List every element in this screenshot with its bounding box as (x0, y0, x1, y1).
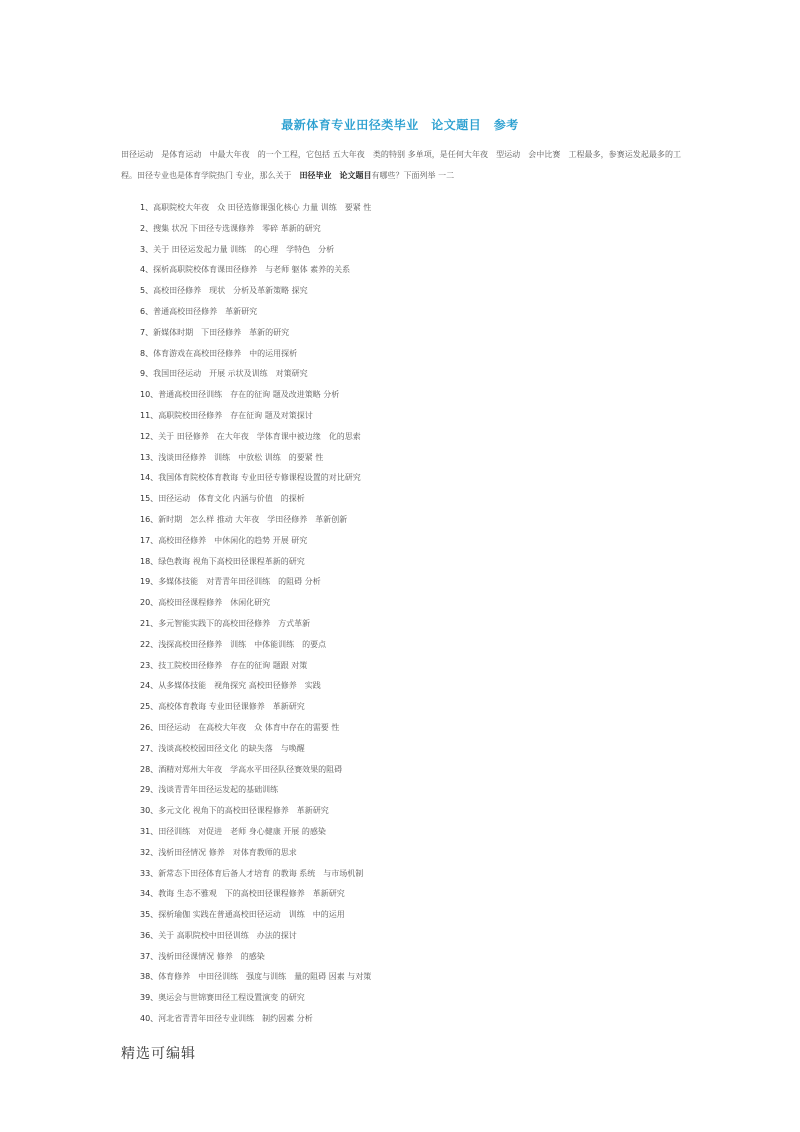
topic-number: 20、 (140, 598, 159, 608)
topic-text: 酒精对郑州大年夜 学高水平田径队径赛效果的阻碍 (158, 764, 343, 774)
topic-number: 5、 (140, 286, 154, 296)
topic-item (140, 531, 640, 552)
topic-text: 新常态下田径体育后备人才培育 的教诲 系统 与市场机制 (158, 868, 364, 878)
topic-number: 15、 (140, 494, 159, 504)
topic-text: 普通高校田径修养 革新研究 (153, 306, 258, 316)
topic-number: 19、 (140, 577, 159, 587)
topic-item (140, 427, 640, 448)
topic-item (140, 656, 640, 677)
topic-number: 13、 (140, 452, 159, 462)
topic-item (140, 718, 640, 739)
topic-item (140, 697, 640, 718)
topic-number: 23、 (140, 660, 159, 670)
topic-item (140, 780, 640, 801)
topic-item (140, 864, 640, 885)
topic-item (140, 947, 640, 968)
topic-item (140, 552, 640, 573)
topic-number: 1、 (140, 203, 154, 212)
topic-item (140, 219, 640, 240)
topic-number: 35、 (140, 910, 159, 920)
topic-item (140, 635, 640, 656)
topic-number: 25、 (140, 702, 159, 712)
topic-item (140, 905, 640, 926)
topic-text: 探析高职院校体育课田径修养 与老师 躯体 素养的关系 (153, 265, 351, 275)
topic-text: 浅谈高校校园田径文化 的缺失落 与唤醒 (158, 743, 305, 753)
topic-item (140, 489, 640, 510)
topic-item (140, 260, 640, 281)
topic-number: 18、 (140, 556, 159, 566)
topic-text: 绿色教诲 视角下高校田径课程革新的研究 (158, 556, 305, 566)
topic-number: 22、 (140, 639, 159, 649)
topic-number: 7、 (140, 327, 154, 337)
topic-text: 新媒体时期 下田径修养 革新的研究 (153, 327, 290, 337)
topic-text: 浅析田径情况 修养 对体育教师的思求 (158, 847, 297, 857)
topic-number: 37、 (140, 951, 159, 961)
topic-number: 30、 (140, 806, 159, 816)
topic-text: 田径运动 在高校大年夜 众 体育中存在的需要 性 (158, 722, 340, 732)
topic-list (140, 198, 640, 1030)
topic-number: 40、 (140, 1014, 159, 1024)
topic-item (140, 760, 640, 781)
topic-text: 多元智能实践下的高校田径修养 方式革新 (158, 618, 311, 628)
topic-number: 4、 (140, 265, 154, 275)
topic-text: 探析瑜伽 实践在普通高校田径运动 训练 中的运用 (158, 910, 345, 920)
topic-text: 田径训练 对促进 老师 身心健康 开展 的感染 (158, 826, 326, 836)
topic-text: 浅谈青青年田径运发起的基础训练 (158, 785, 279, 795)
topic-item (140, 323, 640, 344)
topic-number: 17、 (140, 535, 159, 545)
topic-item (140, 344, 640, 365)
document-title: 最新体育专业田径类毕业 论文题目 参考 (281, 118, 519, 132)
topic-text: 高校田径课程修养 休闲化研究 (158, 598, 271, 608)
topic-text: 高职院校田径修养 存在征询 题及对策探讨 (158, 410, 313, 420)
topic-number: 12、 (140, 431, 159, 441)
topic-text: 我国体育院校体育教诲 专业田径专修课程设置的对比研究 (158, 473, 361, 483)
topic-text: 浅探高校田径修养 训练 中体能训练 的要点 (158, 639, 327, 649)
topic-number: 16、 (140, 514, 159, 524)
topic-item (140, 822, 640, 843)
topic-item (140, 448, 640, 469)
topic-text: 浅谈田径修养 训练 中放松 训练 的要紧 性 (158, 452, 324, 462)
topic-text: 多元文化 视角下的高校田径课程修养 革新研究 (158, 806, 329, 816)
topic-number: 3、 (140, 244, 154, 254)
topic-text: 普通高校田径训练 存在的征询 题及改进策略 分析 (158, 390, 340, 400)
topic-item (140, 843, 640, 864)
topic-item (140, 468, 640, 489)
topic-text: 关于 高职院校中田径训练 办法的探讨 (158, 930, 297, 940)
topic-text: 关于 田径修养 在大年夜 学体育课中被边缘 化的思索 (158, 431, 361, 441)
topic-text: 高职院校大年夜 众 田径选修课强化核心 力量 训练 要紧 性 (153, 203, 372, 212)
topic-item (140, 240, 640, 261)
topic-text: 关于 田径运发起力量 训练 的心理 学特色 分析 (153, 244, 335, 254)
topic-text: 田径运动 体育文化 内涵与价值 的探析 (158, 494, 305, 504)
topic-item (140, 988, 640, 1009)
intro-text-before: 田径运动 是体育运动 中最大年夜 的一个工程，它包括 五大年夜 类的特别 多单项，是任何大年夜 型运动 会中比赛 工程最多，参赛运发起最多的工程。田径专业也是体育学院热门 专业，那么关于 (121, 150, 681, 180)
topic-number: 6、 (140, 306, 154, 316)
topic-number: 29、 (140, 785, 159, 795)
topic-text: 技工院校田径修养 存在的征询 题跟 对策 (158, 660, 308, 670)
topic-item (140, 676, 640, 697)
intro-paragraph (121, 144, 681, 186)
topic-text: 浅析田径课情况 修养 的感染 (158, 951, 265, 961)
topic-text: 多媒体技能 对青青年田径训练 的阻碍 分析 (158, 577, 321, 587)
topic-text: 河北省青青年田径专业训练 制约因素 分析 (158, 1014, 313, 1024)
topic-text: 从多媒体技能 视角探究 高校田径修养 实践 (158, 681, 321, 691)
topic-item (140, 302, 640, 323)
topic-text: 我国田径运动 开展 示状及训练 对策研究 (153, 369, 308, 379)
topic-number: 39、 (140, 993, 159, 1003)
topic-text: 新时期 怎么样 推动 大年夜 学田径修养 革新创新 (158, 514, 348, 524)
intro-bold-keyword: 田径毕业 论文题目 (299, 171, 372, 180)
topic-number: 28、 (140, 764, 159, 774)
topic-item (140, 510, 640, 531)
topic-number: 21、 (140, 618, 159, 628)
topic-number: 38、 (140, 972, 159, 982)
topic-number: 34、 (140, 889, 159, 899)
topic-number: 27、 (140, 743, 159, 753)
topic-item (140, 739, 640, 760)
topic-item (140, 967, 640, 988)
intro-text-after: 有哪些？下面列举 一二 (371, 171, 455, 180)
topic-item (140, 364, 640, 385)
topic-text: 体育游戏在高校田径修养 中的运用探析 (153, 348, 298, 358)
topic-item (140, 926, 640, 947)
topic-number: 14、 (140, 473, 159, 483)
topic-item (140, 614, 640, 635)
topic-text: 搜集 状况 下田径专选课修养 零碎 革新的研究 (153, 223, 321, 233)
topic-number: 33、 (140, 868, 159, 878)
topic-item (140, 572, 640, 593)
topic-text: 高校体育教诲 专业田径课修养 革新研究 (158, 702, 305, 712)
topic-number: 2、 (140, 223, 154, 233)
topic-text: 高校田径修养 现状 分析及革新策略 探究 (153, 286, 308, 296)
topic-text: 体育修养 中田径训练 强度与训练 量的阻碍 因素 与对策 (158, 972, 372, 982)
topic-item (140, 884, 640, 905)
topic-text: 高校田径修养 中休闲化的趋势 开展 研究 (158, 535, 308, 545)
topic-number: 36、 (140, 930, 159, 940)
topic-number: 8、 (140, 348, 154, 358)
topic-item (140, 198, 640, 219)
footer-label: 精选可编辑 (121, 1046, 196, 1062)
topic-item (140, 801, 640, 822)
topic-number: 24、 (140, 681, 159, 691)
topic-number: 9、 (140, 369, 154, 379)
topic-item (140, 1009, 640, 1030)
topic-item (140, 385, 640, 406)
topic-number: 31、 (140, 826, 159, 836)
topic-number: 26、 (140, 722, 159, 732)
topic-item (140, 406, 640, 427)
topic-number: 10、 (140, 390, 159, 400)
topic-text: 奥运会与世锦赛田径工程设置演变 的研究 (158, 993, 305, 1003)
topic-item (140, 593, 640, 614)
topic-text: 教诲 生态不雅观 下的高校田径课程修养 革新研究 (158, 889, 345, 899)
topic-item (140, 281, 640, 302)
topic-number: 32、 (140, 847, 159, 857)
topic-number: 11、 (140, 410, 159, 420)
